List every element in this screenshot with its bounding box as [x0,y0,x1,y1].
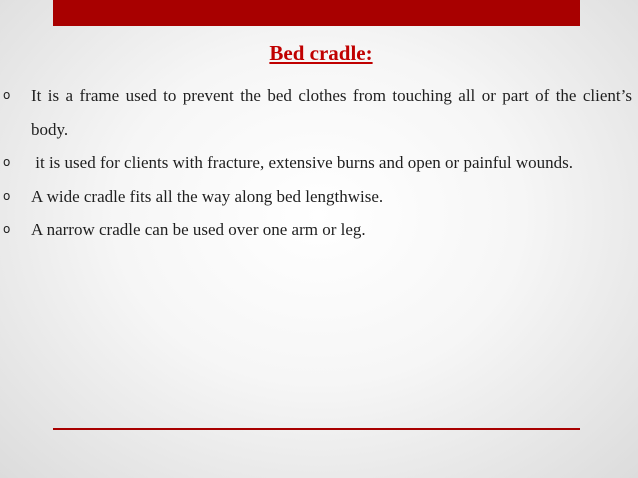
bullet-text: It is a frame used to prevent the bed clothes from touching all or part of the client’s body. [31,86,632,139]
slide-title: Bed cradle: [269,41,373,65]
bullet-text: it is used for clients with fracture, extensive burns and open or painful wounds. [31,153,573,172]
bullet-marker-icon: o [3,88,11,102]
bullet-item [0,146,638,180]
bullet-marker-icon: o [3,222,11,236]
top-accent-bar [53,0,580,26]
bullet-text: A wide cradle fits all the way along bed lengthwise. [31,186,384,206]
bullet-list [0,79,638,247]
bullet-text: A narrow cradle can be used over one arm or leg. [31,220,366,239]
bullet-item [0,180,638,214]
bullet-item [0,213,638,247]
bullet-item [0,79,638,146]
bottom-divider [53,428,580,430]
bullet-marker-icon: o [3,188,11,203]
bullet-marker-icon: o [3,155,11,169]
